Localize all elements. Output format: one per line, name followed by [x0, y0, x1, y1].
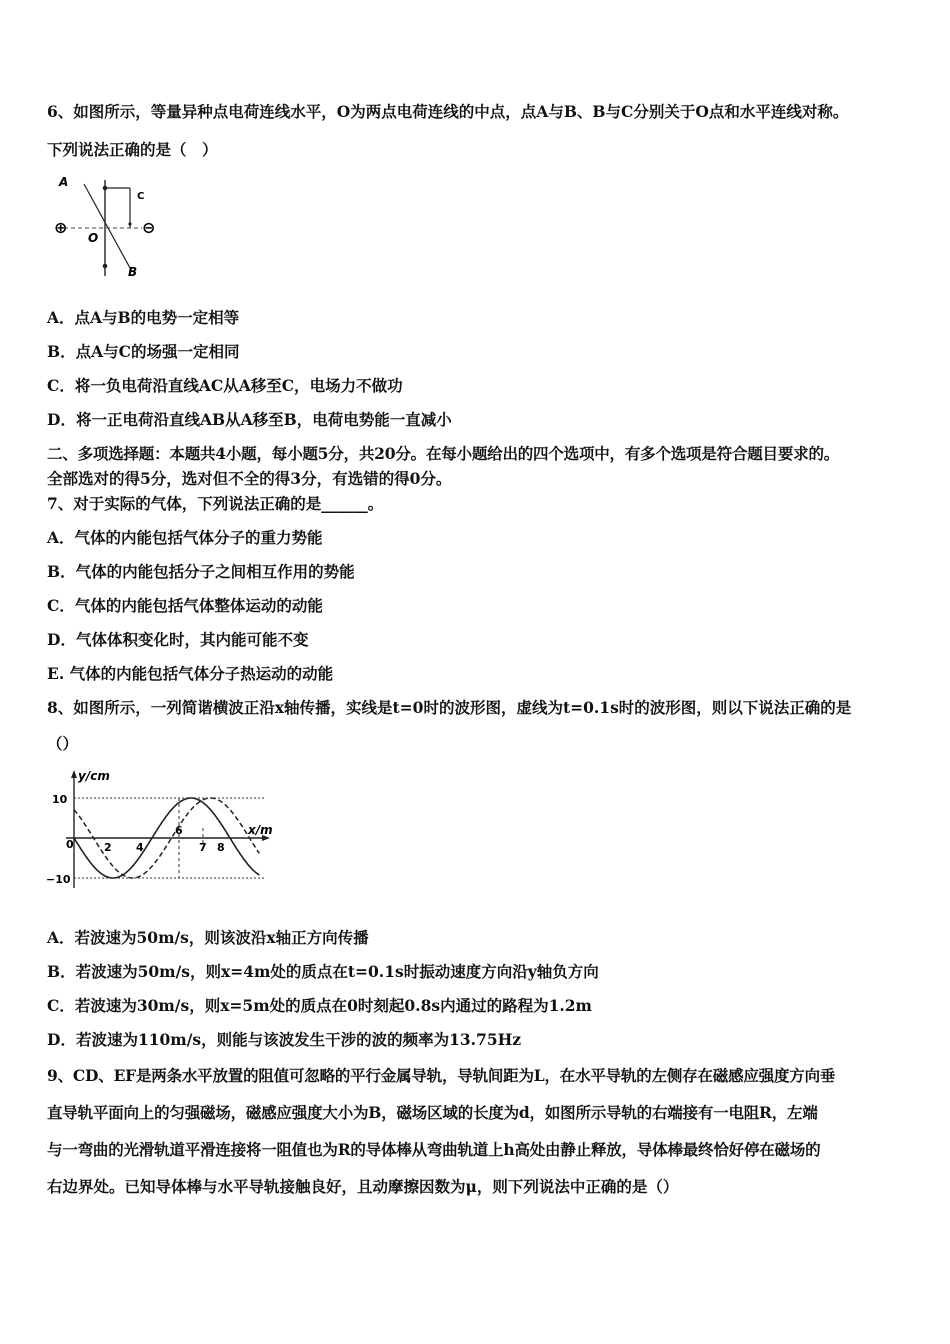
y-tick-neg10: −10	[46, 873, 71, 886]
x-tick-0: 0	[66, 838, 74, 851]
label-o: O	[88, 231, 99, 245]
q8-option-b: B．若波速为50m/s，则x=4m处的质点在t=0.1s时振动速度方向沿y轴负方向	[47, 962, 599, 981]
q8-stem-line1: 8、如图所示，一列简谐横波正沿x轴传播，实线是t=0时的波形图，虚线为t=0.1s时的波形图，则以下说法正确的是	[47, 698, 852, 717]
q8-wave-graph	[44, 766, 272, 892]
plus-charge-icon: ⊕	[54, 218, 68, 237]
q8-option-c: C．若波速为30m/s，则x=5m处的质点在0时刻起0.8s内通过的路程为1.2m	[47, 996, 592, 1015]
q7-option-d: D．气体体积变化时，其内能可能不变	[47, 630, 309, 649]
q8-option-d: D．若波速为110m/s，则能与该波发生干涉的波的频率为13.75Hz	[47, 1030, 522, 1049]
section2-line1: 二、多项选择题：本题共4小题，每小题5分，共20分。在每小题给出的四个选项中，有多个选项是符合题目要求的。	[47, 444, 840, 463]
q6-option-d: D．将一正电荷沿直线AB从A移至B，电荷电势能一直减小	[47, 410, 452, 429]
q9-stem-line2: 直导轨平面向上的匀强磁场，磁感应强度大小为B，磁场区域的长度为d，如图所示导轨的右端接有一电阻R，左端	[47, 1103, 818, 1122]
x-axis-label: x/m	[248, 823, 272, 837]
q6-option-c: C．将一负电荷沿直线AC从A移至C，电场力不做功	[47, 376, 403, 395]
q6-option-b: B．点A与C的场强一定相同	[47, 342, 240, 361]
q6-stem-line1: 6、如图所示，等量异种点电荷连线水平，O为两点电荷连线的中点，点A与B、B与C分别关于O点和水平连线对称。	[47, 102, 849, 121]
label-c: C	[137, 191, 145, 202]
q6-charge-figure	[44, 172, 174, 284]
q7-stem: 7、对于实际的气体，下列说法正确的是______。	[47, 494, 384, 513]
minus-charge-icon: ⊖	[142, 218, 156, 237]
q8-option-a: A．若波速为50m/s，则该波沿x轴正方向传播	[47, 928, 369, 947]
q6-option-a: A．点A与B的电势一定相等	[47, 308, 240, 327]
x-tick-6: 6	[175, 824, 183, 837]
label-b: B	[128, 265, 138, 279]
q7-option-a: A．气体的内能包括气体分子的重力势能	[47, 528, 323, 547]
label-a: A	[59, 175, 69, 189]
q8-stem-line2: （）	[47, 734, 79, 753]
y-axis-label: y/cm	[78, 769, 110, 783]
y-tick-10: 10	[52, 793, 68, 806]
x-tick-7: 7	[199, 841, 207, 854]
q7-option-c: C．气体的内能包括气体整体运动的动能	[47, 596, 323, 615]
q9-stem-line1: 9、CD、EF是两条水平放置的阻值可忽略的平行金属导轨，导轨间距为L，在水平导轨的左侧存在磁感应强度方向垂	[47, 1066, 836, 1085]
q6-stem-line2: 下列说法正确的是（ ）	[47, 140, 218, 159]
q7-option-b: B．气体的内能包括分子之间相互作用的势能	[47, 562, 355, 581]
x-tick-2: 2	[104, 841, 112, 854]
section2-line2: 全部选对的得5分，选对但不全的得3分，有选错的得0分。	[47, 469, 452, 488]
q9-stem-line3: 与一弯曲的光滑轨道平滑连接将一阻值也为R的导体棒从弯曲轨道上h高处由静止释放，导体棒最终恰好停在磁场的	[47, 1140, 821, 1159]
q9-stem-line4: 右边界处。已知导体棒与水平导轨接触良好，且动摩擦因数为μ，则下列说法中正确的是（）	[47, 1177, 679, 1196]
q7-option-e: E. 气体的内能包括气体分子热运动的动能	[47, 664, 334, 683]
x-tick-4: 4	[136, 841, 144, 854]
x-tick-8: 8	[217, 841, 225, 854]
